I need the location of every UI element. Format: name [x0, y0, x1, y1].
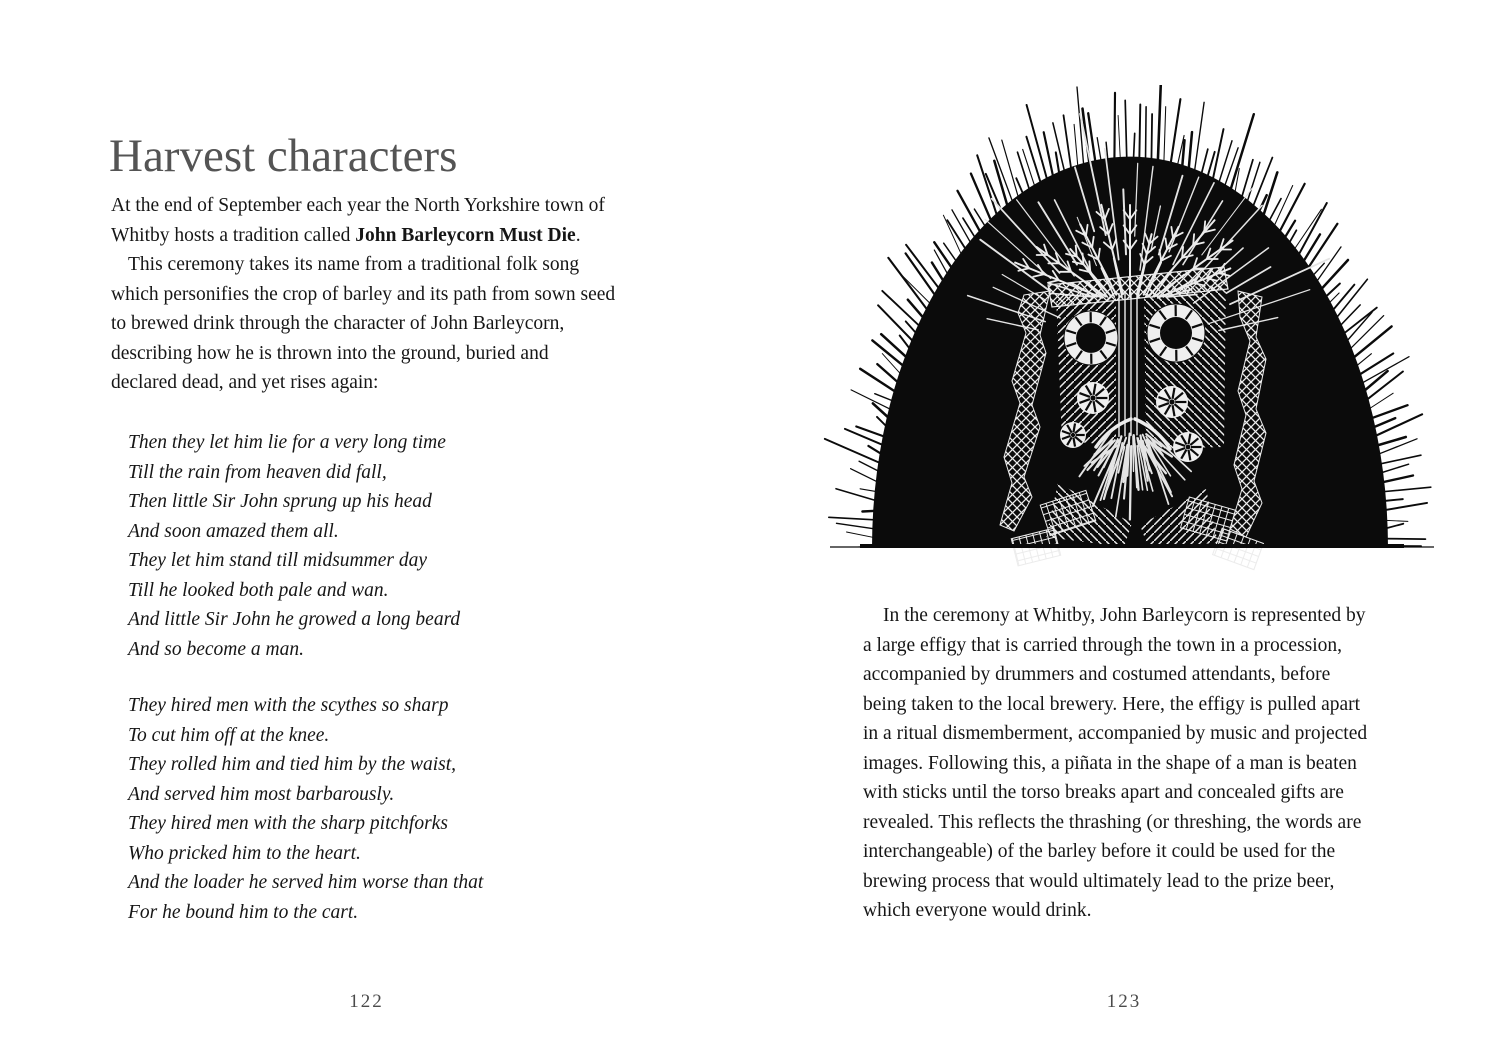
- poem-line: Till he looked both pale and wan.: [128, 579, 389, 601]
- prose-line: in a ritual dismemberment, accompanied by music and projected: [863, 723, 1368, 744]
- poem-line: And little Sir John he growed a long beard: [128, 609, 461, 630]
- prose-line: interchangeable) of the barley before it could be used for the: [863, 841, 1336, 862]
- prose-line: images. Following this, a piñata in the shape of a man is beaten: [863, 752, 1357, 774]
- page-number-left: 122: [349, 991, 384, 1012]
- prose-line: At the end of September each year the North Yorkshire town of: [111, 195, 605, 216]
- prose-line: This ceremony takes its name from a traditional folk song: [128, 254, 580, 275]
- prose-line: revealed. This reflects the thrashing (or threshing, the words are: [863, 811, 1362, 833]
- poem-line: Then they let him lie for a very long time: [128, 432, 446, 453]
- poem-line: And served him most barbarously.: [128, 783, 395, 805]
- folk-song-stanza-2: [128, 691, 483, 927]
- prose-line: accompanied by drummers and costumed attendants, before: [863, 664, 1331, 685]
- prose-line: being taken to the local brewery. Here, the effigy is pulled apart: [863, 693, 1361, 715]
- poem-line: They let him stand till midsummer day: [128, 550, 427, 571]
- prose-line: to brewed drink through the character of John Barleycorn,: [111, 313, 565, 334]
- poem-line: They hired men with the sharp pitchforks: [128, 813, 448, 834]
- prose-line: declared dead, and yet rises again:: [111, 372, 379, 393]
- prose-line: In the ceremony at Whitby, John Barleycorn is represented by: [883, 605, 1366, 626]
- john-barleycorn-illustration: [810, 85, 1450, 585]
- woodcut-svg: [810, 85, 1450, 585]
- prose-line: a large effigy that is carried through the town in a procession,: [863, 634, 1343, 656]
- prose-line: describing how he is thrown into the ground, buried and: [111, 342, 549, 364]
- page-number-right: 123: [1106, 991, 1142, 1012]
- poem-line: Then little Sir John sprung up his head: [128, 491, 432, 512]
- poem-line: And so become a man.: [128, 638, 305, 660]
- poem-line: Who pricked him to the heart.: [128, 842, 361, 864]
- prose-line: with sticks until the torso breaks apart and concealed gifts are: [863, 782, 1344, 803]
- poem-line: They rolled him and tied him by the waist,: [128, 754, 457, 775]
- poem-line: For he bound him to the cart.: [128, 901, 359, 923]
- poem-line: Till the rain from heaven did fall,: [128, 461, 387, 483]
- body-paragraph: [863, 601, 1367, 926]
- intro-paragraphs: [111, 191, 615, 398]
- poem-line: And the loader he served him worse than that: [128, 872, 484, 893]
- bold-phrase: John Barleycorn Must Die: [355, 224, 576, 246]
- prose-segment: Whitby hosts a tradition called: [111, 224, 356, 246]
- prose-line: which everyone would drink.: [863, 900, 1092, 921]
- prose-segment: .: [575, 224, 581, 246]
- prose-line: which personifies the crop of barley and its path from sown seed: [111, 283, 616, 305]
- prose-line: [111, 221, 615, 251]
- page-title: Harvest characters: [109, 130, 458, 183]
- poem-line: To cut him off at the knee.: [128, 724, 330, 746]
- folk-song-stanza-1: [128, 428, 460, 664]
- poem-line: And soon amazed them all.: [128, 520, 339, 542]
- poem-line: They hired men with the scythes so sharp: [128, 695, 449, 716]
- nose-column: [1118, 291, 1142, 437]
- prose-line: brewing process that would ultimately lead to the prize beer,: [863, 870, 1335, 892]
